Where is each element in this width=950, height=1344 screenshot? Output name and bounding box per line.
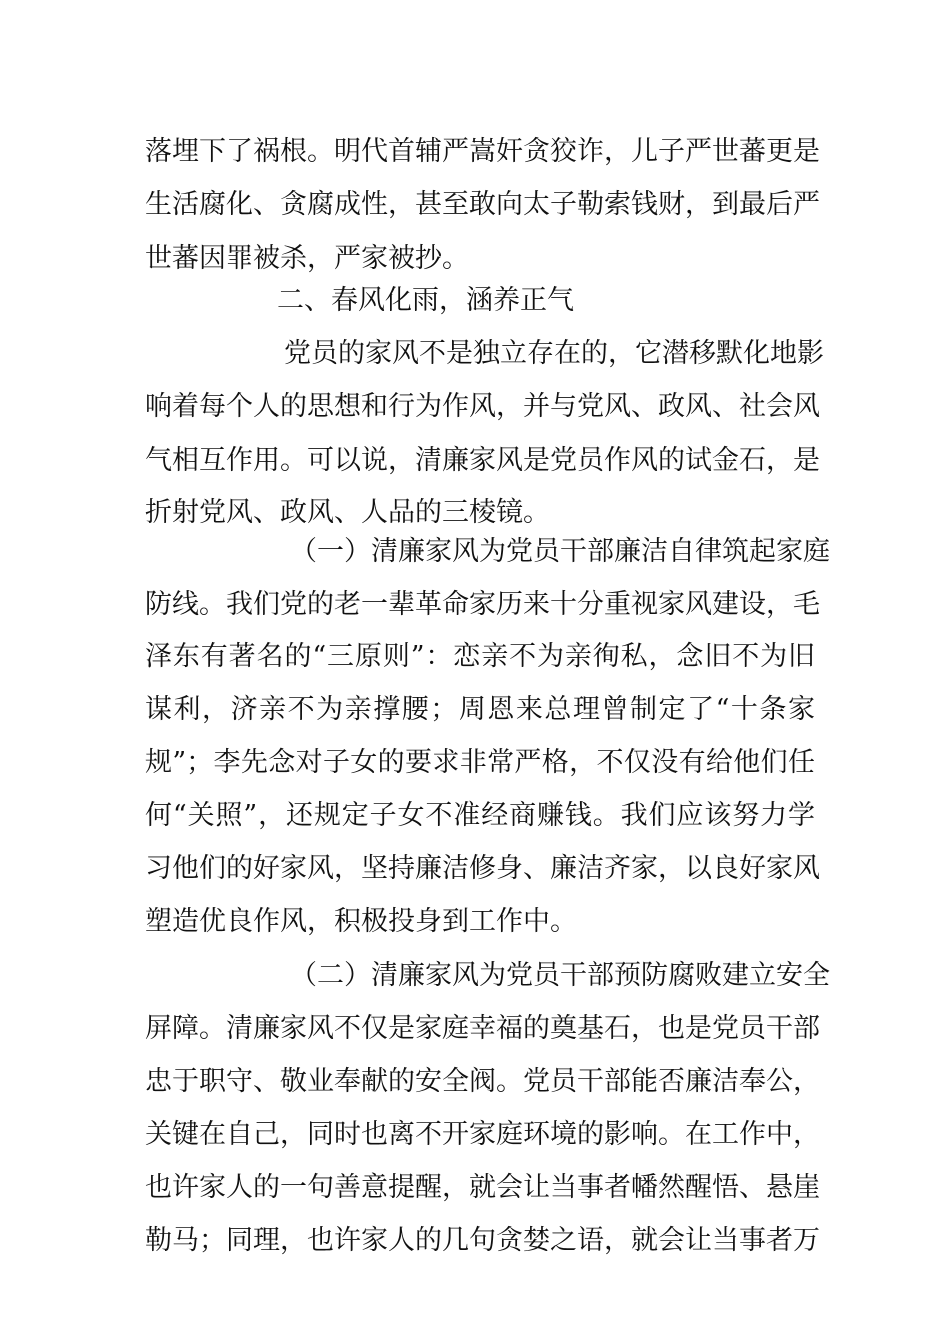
body-text-line: 关键在自己，同时也离不开家庭环境的影响。在工作中， <box>145 1119 820 1150</box>
body-text-line: 党员的家风不是独立存在的，它潜移默化地影 <box>284 338 824 369</box>
body-text-line: 塑造优良作风，积极投身到工作中。 <box>145 906 577 937</box>
body-text-line: 生活腐化、贪腐成性，甚至敢向太子勒索钱财，到最后严 <box>145 189 820 220</box>
body-text-line: 勒马；同理，也许家人的几句贪婪之语，就会让当事者万 <box>145 1225 820 1256</box>
body-text-line: 屏障。清廉家风不仅是家庭幸福的奠基石，也是党员干部 <box>145 1013 820 1044</box>
body-text-line: 响着每个人的思想和行为作风，并与党风、政风、社会风 <box>145 391 820 422</box>
body-text-line: 落埋下了祸根。明代首辅严嵩奸贪狡诈，儿子严世蕃更是 <box>145 136 820 167</box>
body-text-line: 泽东有著名的“三原则”：恋亲不为亲徇私，念旧不为旧 <box>145 641 815 672</box>
body-text-line: 谋利，济亲不为亲撑腰；周恩来总理曾制定了“十条家 <box>145 694 815 725</box>
body-text-line: 气相互作用。可以说，清廉家风是党员作风的试金石，是 <box>145 445 820 476</box>
section-heading: 二、春风化雨，涵养正气 <box>277 285 574 316</box>
subsection-heading-line: （一）清廉家风为党员干部廉洁自律筑起家庭 <box>290 536 830 567</box>
body-text-line: 世蕃因罪被杀，严家被抄。 <box>145 243 469 274</box>
body-text-line: 何“关照”，还规定子女不准经商赚钱。我们应该努力学 <box>145 800 815 831</box>
body-text-line: 也许家人的一句善意提醒，就会让当事者幡然醒悟、悬崖 <box>145 1172 820 1203</box>
body-text-line: 习他们的好家风，坚持廉洁修身、廉洁齐家，以良好家风 <box>145 853 820 884</box>
body-text-line: 防线。我们党的老一辈革命家历来十分重视家风建设，毛 <box>145 589 820 620</box>
body-text-line: 忠于职守、敬业奉献的安全阀。党员干部能否廉洁奉公， <box>145 1066 820 1097</box>
body-text-line: 折射党风、政风、人品的三棱镜。 <box>145 497 550 528</box>
body-text-line: 规”；李先念对子女的要求非常严格，不仅没有给他们任 <box>145 747 815 778</box>
subsection-heading-line: （二）清廉家风为党员干部预防腐败建立安全 <box>290 960 830 991</box>
